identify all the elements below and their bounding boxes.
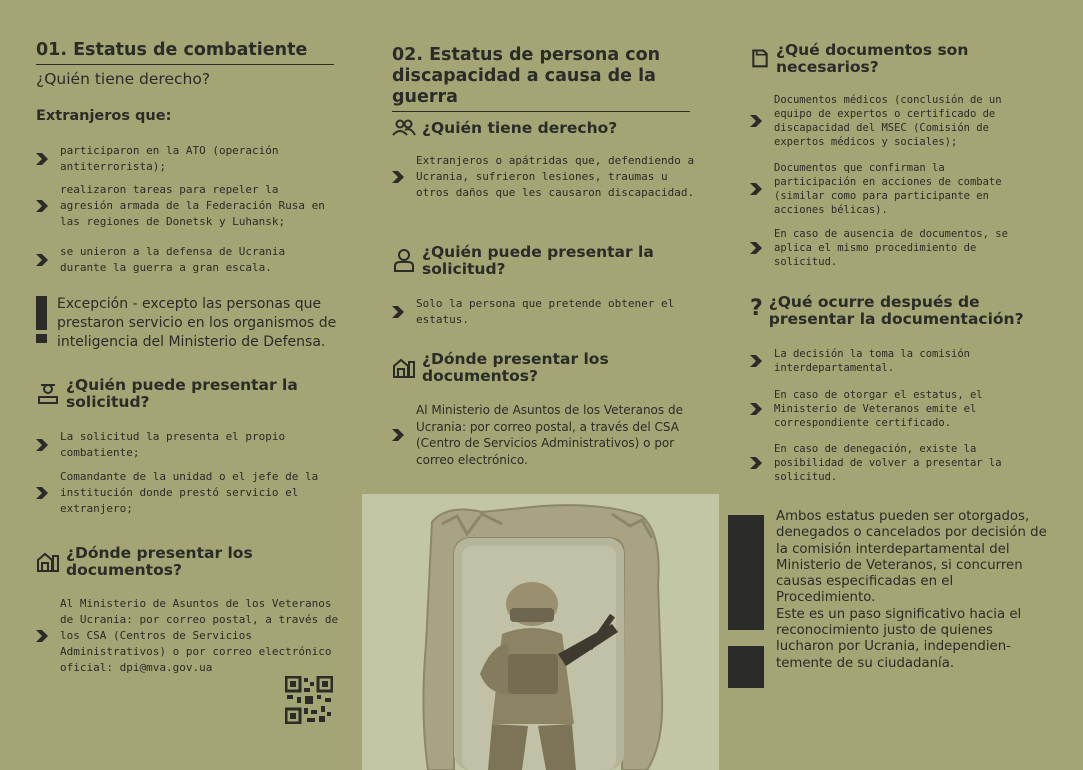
documents-heading: ¿Qué documentos son necesarios? xyxy=(750,42,1050,76)
list-item: En caso de otorgar el estatus, el Ministerio de Veteranos emite el correspondiente certificado. xyxy=(750,388,1030,430)
arrow-bullet-icon xyxy=(750,403,762,415)
section-title-underline xyxy=(392,45,690,112)
arrow-bullet-icon xyxy=(750,355,762,367)
arrow-bullet-icon xyxy=(750,183,762,195)
arrow-bullet-icon xyxy=(36,153,48,165)
list-item: La solicitud la presenta el propio combatiente; xyxy=(36,429,336,461)
arrow-bullet-icon xyxy=(392,429,404,441)
after-submission-heading: ? ¿Qué ocurre después de presentar la documentación? xyxy=(750,293,1024,328)
arrow-bullet-icon xyxy=(750,457,762,469)
arrow-bullet-icon xyxy=(36,439,48,451)
list-item: Documentos que confirman la participación en acciones de combate (similar como para participante en acciones bélicas). xyxy=(750,161,1030,217)
list-item: Extranjeros o apátridas que, defendiendo a Ucrania, sufrieron lesiones, traumas u otros daños que les causaron discapacidad. xyxy=(392,153,698,201)
section-title: 02. Estatus de persona con discapacidad a causa de la guerra xyxy=(392,45,661,107)
list-item: En caso de ausencia de documentos, se aplica el mismo procedimiento de solicitud. xyxy=(750,227,1030,269)
arrow-bullet-icon xyxy=(750,115,762,127)
where-submit-heading: ¿Dónde presentar los documentos? xyxy=(392,351,692,385)
list-item: Comandante de la unidad o el jefe de la institución donde prestó servicio el extranjero; xyxy=(36,469,336,517)
where-submit-heading: ¿Dónde presentar los documentos? xyxy=(36,545,336,579)
arrow-bullet-icon xyxy=(36,254,48,266)
list-item: La decisión la toma la comisión interdepartamental. xyxy=(750,347,1030,375)
who-can-apply-heading: ¿Quién puede presentar la solicitud? xyxy=(36,377,336,411)
list-item: realizaron tareas para repeler la agresión armada de la Federación Rusa en las regiones de Donetsk y Luhansk; xyxy=(36,182,336,230)
exclamation-icon xyxy=(36,296,48,343)
who-has-right-heading: ¿Quién tiene derecho? xyxy=(392,116,692,140)
final-note xyxy=(776,509,1048,672)
list-item: se unieron a la defensa de Ucrania durante la guerra a gran escala. xyxy=(36,244,336,276)
building-icon xyxy=(392,355,416,379)
qr-code-icon[interactable] xyxy=(285,676,333,724)
soldier-phone-illustration xyxy=(362,494,719,770)
question-mark-icon: ? xyxy=(750,296,763,321)
list-item: Documentos médicos (conclusión de un equipo de expertos o certificado de discapacidad del MSEC (Comisión de expertos médicos y sociales); xyxy=(750,93,1030,149)
who-can-apply-heading: ¿Quién puede presentar la solicitud? xyxy=(392,244,692,278)
foreigners-heading: Extranjeros que: xyxy=(36,108,172,124)
arrow-bullet-icon xyxy=(750,242,762,254)
section-title-underline xyxy=(36,40,334,65)
person-icon xyxy=(392,248,416,272)
arrow-bullet-icon xyxy=(36,487,48,499)
list-item: Solo la persona que pretende obtener el estatus. xyxy=(392,296,692,328)
final-note-text-2: Este es un paso significativo hacia el reconocimiento justo de quienes lucharon por Ucrania, independien-temente de su ciudadanía. xyxy=(776,606,1022,671)
arrow-bullet-icon xyxy=(36,200,48,212)
arrow-bullet-icon xyxy=(36,630,48,642)
building-icon xyxy=(36,549,60,573)
list-item: participaron en la ATO (operación antiterrorista); xyxy=(36,143,336,175)
final-note-text-1: Ambos estatus pueden ser otorgados, denegados o cancelados por decisión de la comisión interdepartamental del Ministerio de Veteranos, si concurren causas especificadas en el Procedimiento. xyxy=(776,509,1047,606)
exception-note: Excepción - excepto las personas que prestaron servicio en los organismos de inteligencia del Ministerio de Defensa. xyxy=(57,296,337,350)
section-title: 01. Estatus de combatiente xyxy=(36,40,308,60)
who-has-right-subtitle: ¿Quién tiene derecho? xyxy=(36,70,211,88)
list-item: Al Ministerio de Asuntos de los Veteranos de Ucrania: por correo postal, a través de los CSA (Centros de Servicios Administrativos) o por correo electrónico oficial: dpi@mva.gov.ua xyxy=(36,596,346,676)
big-exclamation-icon xyxy=(728,515,764,688)
arrow-bullet-icon xyxy=(392,306,404,318)
official-person-icon xyxy=(36,381,60,405)
arrow-bullet-icon xyxy=(392,171,404,183)
list-item: En caso de denegación, existe la posibilidad de volver a presentar la solicitud. xyxy=(750,442,1030,484)
list-item: Al Ministerio de Asuntos de los Veteranos de Ucrania: por correo postal, a través del CSA (Centro de Servicios Administrativos) o por correo electrónico. xyxy=(392,402,692,468)
people-icon xyxy=(392,116,416,140)
document-icon xyxy=(750,46,770,70)
